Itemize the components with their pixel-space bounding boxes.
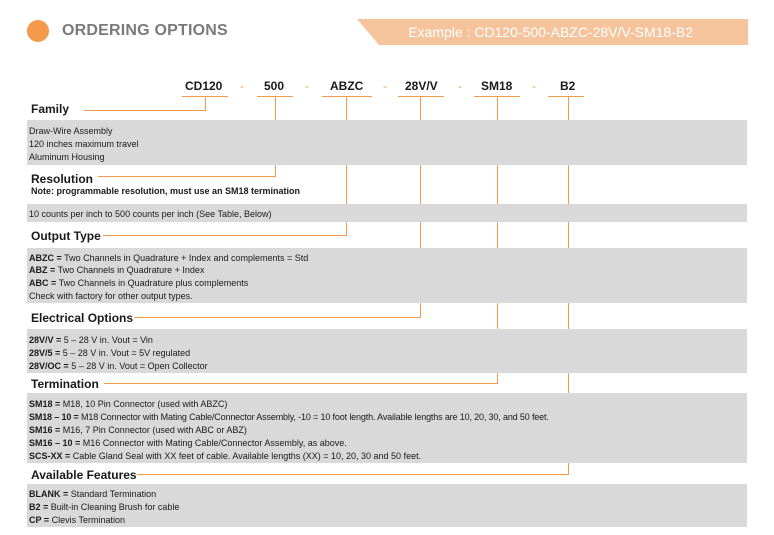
connector-resolution: [98, 176, 275, 177]
output-type-item: [29, 264, 204, 276]
option-desc: M16, 7 Pin Connector (used with ABC or ABZ): [60, 425, 247, 435]
output-type-item: [29, 277, 248, 289]
code-separator: -: [383, 79, 387, 93]
termination-item: [29, 411, 549, 423]
electrical-item: [29, 360, 208, 372]
connector-output: [103, 235, 346, 236]
code-separator: -: [305, 79, 309, 93]
code-resolution: 500: [264, 79, 285, 93]
option-desc: Cable Gland Seal with XX feet of cable. Available lengths (XX) = 10, 20, 30 and 50 feet.: [70, 451, 422, 461]
option-code: ABZ =: [29, 265, 56, 275]
option-code: ABZC =: [29, 253, 62, 263]
option-desc: Standard Termination: [68, 489, 157, 499]
features-item: [29, 488, 156, 500]
output-type-item: [29, 252, 308, 264]
option-desc: Clevis Termination: [49, 515, 125, 525]
option-desc: Built-in Cleaning Brush for cable: [48, 502, 180, 512]
code-feature: B2: [560, 79, 576, 93]
option-code: SM18 =: [29, 399, 61, 409]
family-line: Aluminum Housing: [29, 152, 105, 162]
code-separator: -: [240, 79, 244, 93]
option-code: BLANK =: [29, 489, 69, 499]
connector-termination: [104, 383, 497, 384]
section-title-output-type: Output Type: [31, 229, 101, 243]
option-code: SCS-XX =: [29, 451, 71, 461]
option-code: CP =: [29, 515, 50, 525]
option-desc: M18 Connector with Mating Cable/Connector Assembly, -10 = 10 foot length. Available lengths are 10, 20, 30, and 50 feet.: [78, 412, 549, 422]
termination-item: [29, 424, 247, 436]
option-code: 28V/OC =: [29, 361, 69, 371]
page-title: ORDERING OPTIONS: [62, 22, 228, 39]
code-family: CD120: [185, 79, 223, 93]
termination-item: [29, 450, 421, 462]
option-desc: Two Channels in Quadrature + Index and complements = Std: [61, 253, 309, 263]
code-separator: -: [532, 79, 536, 93]
connector-family: [84, 110, 206, 111]
connector-family: [205, 96, 206, 111]
option-code: ABC =: [29, 278, 57, 288]
section-title-termination: Termination: [31, 377, 99, 391]
option-desc: 5 – 28 V in. Vout = Open Collector: [68, 361, 208, 371]
section-title-electrical: Electrical Options: [31, 311, 134, 325]
brand-dot-icon: [27, 20, 49, 42]
section-title-resolution: Resolution: [31, 172, 93, 186]
option-code: 28V/5 =: [29, 348, 61, 358]
code-separator: -: [458, 79, 462, 93]
code-underline: [548, 96, 584, 97]
option-desc: M16 Connector with Mating Cable/Connector Assembly, as above.: [80, 438, 347, 448]
option-code: SM16 =: [29, 425, 61, 435]
example-text: Example : CD120-500-ABZC-28V/V-SM18-B2: [408, 24, 693, 40]
option-desc: Two Channels in Quadrature plus complements: [56, 278, 249, 288]
option-code: B2 =: [29, 502, 49, 512]
resolution-line: 10 counts per inch to 500 counts per inch (See Table, Below): [29, 209, 272, 219]
electrical-item: [29, 347, 190, 359]
code-electrical: 28V/V: [405, 79, 438, 93]
code-output: ABZC: [330, 79, 364, 93]
electrical-item: [29, 334, 153, 346]
section-title-features: Available Features: [31, 468, 137, 482]
option-desc: M18, 10 Pin Connector (used with ABZC): [60, 399, 228, 409]
features-item: [29, 501, 179, 513]
code-underline: [322, 96, 372, 97]
option-code: SM18 – 10 =: [29, 412, 79, 422]
section-title-family: Family: [31, 102, 70, 116]
family-line: Draw-Wire Assembly: [29, 126, 113, 136]
output-type-footer: Check with factory for other output types.: [29, 291, 193, 301]
features-item: [29, 514, 125, 526]
option-desc: 5 – 28 V in. Vout = 5V regulated: [60, 348, 191, 358]
option-code: SM16 – 10 =: [29, 438, 81, 448]
code-underline: [398, 96, 444, 97]
family-line: 120 inches maximum travel: [29, 139, 139, 149]
connector-features: [137, 474, 569, 475]
code-termination: SM18: [481, 79, 513, 93]
connector-electrical: [134, 317, 420, 318]
termination-item: [29, 437, 347, 449]
option-code: 28V/V =: [29, 335, 62, 345]
option-desc: 5 – 28 V in. Vout = Vin: [61, 335, 153, 345]
termination-item: [29, 398, 227, 410]
option-desc: Two Channels in Quadrature + Index: [55, 265, 205, 275]
resolution-note: Note: programmable resolution, must use an SM18 termination: [31, 186, 301, 196]
